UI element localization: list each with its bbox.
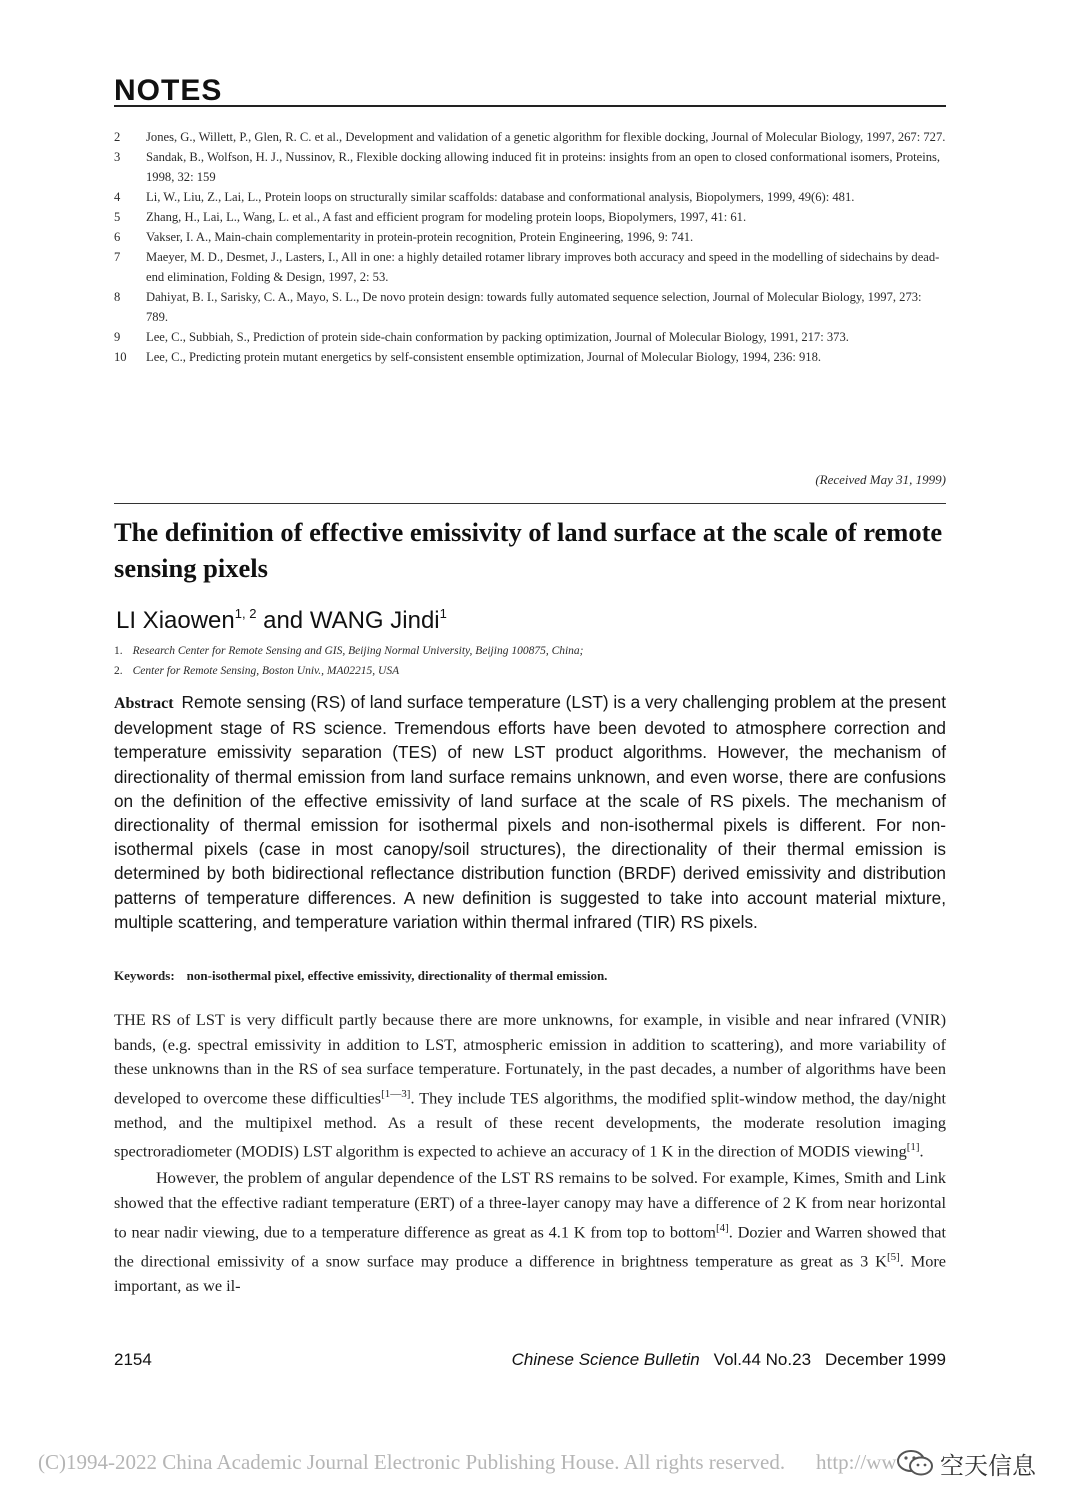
citation: [1] [906, 1141, 920, 1154]
reference-list [114, 127, 946, 367]
wechat-account-name: 空天信息 [938, 1446, 1038, 1481]
reference-number: 4 [114, 190, 121, 204]
journal-volume: Vol.44 No.23 [713, 1350, 812, 1369]
affiliation [114, 665, 946, 677]
body-text-segment: However, the problem of angular dependence of the LST RS remains to be solved. For example, Kimes, Smith and Link showed that the effective radiant temperature (ERT) of a three-layer canopy may have a difference of 2 K from near horizontal to near nadir viewing, due to a temperature difference as great as 4.1 K from top to bottom [114, 1168, 946, 1242]
author-affiliation-marker: 1 [439, 606, 447, 621]
section-title-notes: NOTES [114, 74, 223, 107]
author-line [116, 606, 447, 635]
page-number: 2154 [114, 1350, 152, 1369]
body-paragraph [114, 1166, 946, 1298]
reference-text: Lee, C., Predicting protein mutant energetics by self-consistent ensemble optimization, Journal of Molecular Biology, 1994, 236: 918. [146, 350, 822, 364]
keywords-text: non-isothermal pixel, effective emissivity, directionality of thermal emission. [186, 968, 608, 983]
watermark-url: http://ww [816, 1450, 897, 1474]
reference-text: Dahiyat, B. I., Sarisky, C. A., Mayo, S. L., De novo protein design: towards fully automated sequence selection, Journal of Molecular Biology, 1997, 273: 789. [146, 290, 922, 324]
notes-divider [114, 105, 946, 107]
reference-text: Jones, G., Willett, P., Glen, R. C. et al., Development and validation of a genetic algorithm for flexible docking, Journal of Molecular Biology, 1997, 267: 727. [146, 130, 946, 144]
reference-text: Zhang, H., Lai, L., Wang, L. et al., A fast and efficient program for modeling protein loops, Biopolymers, 1997, 41: 61. [146, 210, 747, 224]
abstract [114, 690, 946, 934]
abstract-label: Abstract [114, 695, 174, 712]
reference-item [114, 207, 946, 227]
reference-item [114, 187, 946, 207]
reference-item [114, 327, 946, 347]
affiliation-text: Research Center for Remote Sensing and GIS, Beijing Normal University, Beijing 100875, China; [132, 645, 584, 657]
reference-item [114, 347, 946, 367]
received-date: (Received May 31, 1999) [815, 472, 946, 487]
reference-number: 5 [114, 210, 121, 224]
reference-item [114, 227, 946, 247]
reference-item [114, 247, 946, 287]
copyright-text: (C)1994-2022 China Academic Journal Electronic Publishing House. All rights reserved. [38, 1450, 786, 1474]
reference-item [114, 127, 946, 147]
citation: [5] [886, 1250, 900, 1263]
reference-number: 8 [114, 290, 121, 304]
reference-text: Vakser, I. A., Main-chain complementarity in protein-protein recognition, Protein Engineering, 1996, 9: 741. [146, 230, 694, 244]
author-name: WANG Jindi [309, 607, 440, 634]
reference-text: Li, W., Liu, Z., Lai, L., Protein loops on structurally similar scaffolds: database and conformational analysis, Biopolymers, 1999, 49(6): 481. [146, 190, 855, 204]
journal-info [512, 1350, 946, 1370]
affiliation-number: 2. [114, 665, 123, 677]
journal-date: December 1999 [825, 1350, 946, 1369]
affiliation [114, 645, 946, 657]
author-name: LI Xiaowen [116, 607, 235, 634]
body-text-segment: THE RS of LST is very difficult partly because there are more unknowns, for example, in visible and near infrared (VNIR) bands, (e.g. spectral emissivity in addition to LST, atmospheric emission in addition to scattering), and more variability of these unknowns than in the RS of sea surface temperature. Fortunately, in the past decades, a number of algorithms have been developed to overcome these difficulties [114, 1010, 946, 1108]
reference-number: 6 [114, 230, 121, 244]
reference-text: Sandak, B., Wolfson, H. J., Nussinov, R., Flexible docking allowing induced fit in proteins: insights from an open to closed conformational isomers, Proteins, 1998, 32: 159 [146, 150, 941, 184]
body-text-segment: . Dozier and Warren showed that the directional emissivity of a snow surface may produce a difference in brightness temperature as great as 3 K [114, 1222, 946, 1271]
reference-number: 9 [114, 330, 121, 344]
abstract-text: Remote sensing (RS) of land surface temperature (LST) is a very challenging problem at the present development stage of RS science. Tremendous efforts have been devoted to atmosphere correction and temperature emissivity separation (TES) of new LST product algorithms. However, the mechanism of directionality of thermal emission from land surface remains unknown, and even worse, there are confusions on the definition of the effective emissivity of land surface at the scale of RS pixels. The mechanism of directionality of thermal emission for isothermal pixels and non-isothermal pixels is different. For non-isothermal pixels (case in most canopy/soil structures), the directionality of their thermal emission is determined by both bidirectional reflectance distribution function (BRDF) derived emissivity and distribution patterns of temperature differences. A new definition is suggested to take into account material mixture, multiple scattering, and temperature variation within thermal infrared (TIR) RS pixels. [114, 692, 946, 932]
body-text-segment: . More important, as we il- [114, 1251, 946, 1295]
journal-name: Chinese Science Bulletin [511, 1350, 700, 1369]
article-title: The definition of effective emissivity of land surface at the scale of remote sensing pixels [114, 517, 943, 583]
affiliation-number: 1. [114, 645, 123, 657]
article-body [114, 1008, 946, 1298]
wechat-account-badge [896, 1444, 1046, 1480]
citation: [4] [715, 1221, 729, 1234]
citation: [1—3] [381, 1087, 411, 1100]
body-paragraph [114, 1008, 946, 1164]
reference-number: 3 [114, 150, 121, 164]
reference-number: 10 [114, 350, 127, 364]
reference-text: Maeyer, M. D., Desmet, J., Lasters, I., All in one: a highly detailed rotamer library improves both accuracy and speed in the modelling of sidechains by dead-end elimination, Folding & Design, 1997, 2: 53. [146, 250, 940, 284]
wechat-icon [896, 1448, 936, 1478]
body-text-segment: . They include TES algorithms, the modified split-window method, the day/night method, and the multipixel method. As a result of these recent developments, the moderate resolution imaging spectroradiometer (MODIS) LST algorithm is expected to achieve an accuracy of 1 K in the direction of MODIS viewing [114, 1088, 946, 1161]
keywords-label: Keywords: [114, 968, 175, 983]
reference-item [114, 147, 946, 187]
reference-number: 2 [114, 130, 121, 144]
page-footer [114, 1350, 946, 1374]
reference-number: 7 [114, 250, 121, 264]
reference-text: Lee, C., Subbiah, S., Prediction of protein side-chain conformation by packing optimization, Journal of Molecular Biology, 1991, 217: 373. [146, 330, 849, 344]
affiliation-text: Center for Remote Sensing, Boston Univ., MA02215, USA [132, 665, 400, 677]
body-text-segment: . [919, 1141, 924, 1161]
reference-item [114, 287, 946, 327]
author-conjunction: and [256, 607, 310, 634]
author-affiliation-marker: 1, 2 [234, 606, 257, 621]
keywords [114, 968, 946, 984]
article-divider [114, 503, 946, 504]
